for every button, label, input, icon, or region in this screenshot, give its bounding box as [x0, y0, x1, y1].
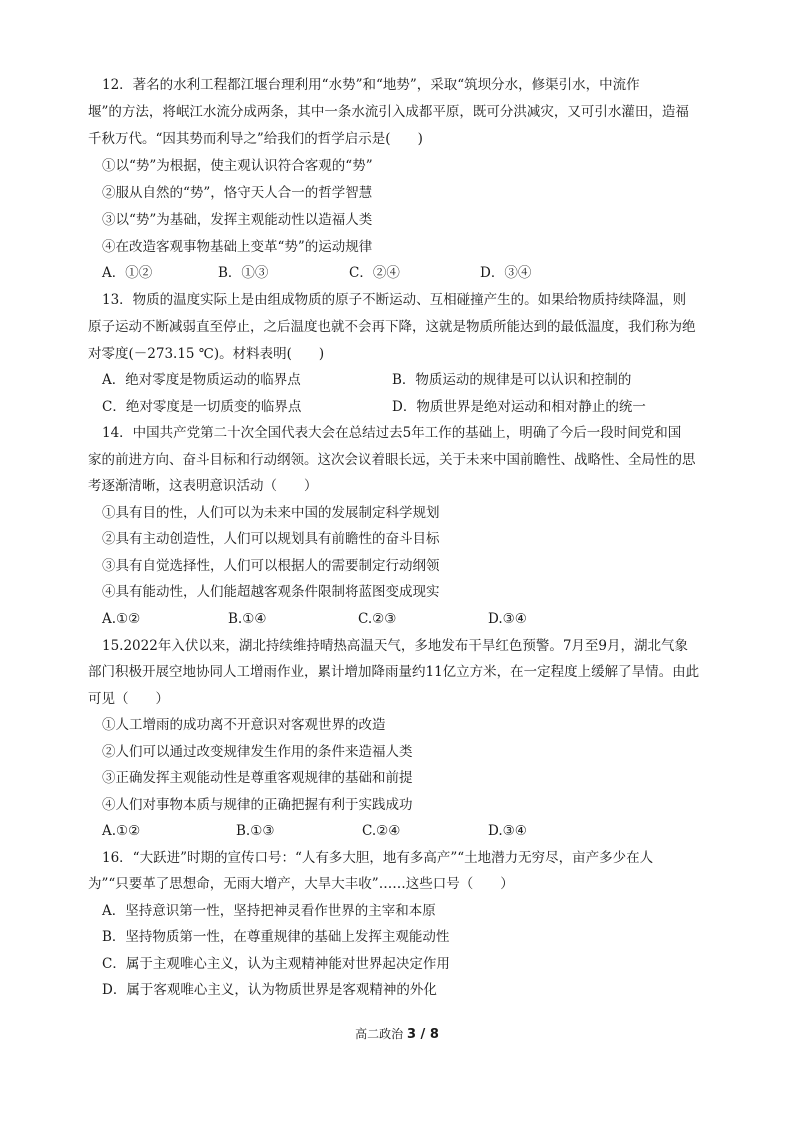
q12-stem-line-1: 12．著名的水利工程都江堰台理利用“水势”和“地势”，采取“筑坝分水，修渠引水，中流作: [102, 77, 640, 93]
q13-stem-line-3: 对零度(－273.15 ℃)。材料表明( ): [88, 346, 325, 362]
q14-statement-1: ①具有目的性，人们可以为未来中国的发展制定科学规划: [102, 505, 440, 521]
q16-option-c: C．属于主观唯心主义，认为主观精神能对世界起决定作用: [102, 956, 450, 972]
q15-statement-4: ④人们对事物本质与规律的正确把握有利于实践成功: [102, 797, 413, 813]
q12-option-a: A．①②: [102, 265, 153, 281]
q14-stem-line-2: 家的前进方向、奋斗目标和行动纲领。这次会议着眼长远，关于未来中国前瞻性、战略性、全局性的思: [88, 452, 696, 468]
q13-option-b: B．物质运动的规律是可以认识和控制的: [392, 372, 632, 388]
q15-option-b: B.①③: [236, 823, 275, 839]
q15-stem-line-3: 可见（ ）: [88, 691, 169, 707]
q12-option-d: D．③④: [480, 265, 532, 281]
q15-statement-1: ①人工增雨的成功离不开意识对客观世界的改造: [102, 717, 386, 733]
q14-statement-3: ③具有自觉选择性，人们可以根据人的需要制定行动纲领: [102, 558, 440, 574]
q15-stem-line-2: 部门积极开展空地协同人工增雨作业，累计增加降雨量约11亿立方米，在一定程度上缓解了旱情。由此: [88, 664, 700, 680]
q13-stem-line-1: 13．物质的温度实际上是由组成物质的原子不断运动、互相碰撞产生的。如果给物质持续降温，则: [102, 292, 687, 308]
q14-option-a: A.①②: [102, 611, 141, 627]
q13-option-c: C．绝对零度是一切质变的临界点: [102, 399, 302, 415]
page-number: 3 / 8: [406, 1027, 439, 1042]
q15-option-a: A.①②: [102, 823, 141, 839]
q16-option-a: A．坚持意识第一性，坚持把神灵看作世界的主宰和本原: [102, 903, 436, 919]
q12-statement-1: ①以“势”为根据，使主观认识符合客观的“势”: [102, 158, 373, 174]
q16-option-b: B．坚持物质第一性，在尊重规律的基础上发挥主观能动性: [102, 929, 450, 945]
q13-option-d: D．物质世界是绝对运动和相对静止的统一: [392, 399, 646, 415]
q12-stem-line-2: 堰”的方法，将岷江水流分成两条，其中一条水流引入成都平原，既可分洪减灾，又可引水灌田，造福: [88, 104, 689, 120]
q13-stem-line-2: 原子运动不断减弱直至停止，之后温度也就不会再下降，这就是物质所能达到的最低温度，我们称为绝: [88, 319, 696, 335]
q15-statement-3: ③正确发挥主观能动性是尊重客观规律的基础和前提: [102, 770, 413, 786]
q16-stem-line-2: 为”“只要革了思想命，无雨大增产，大旱大丰收”……这些口号（ ）: [88, 876, 514, 892]
q14-statement-4: ④具有能动性，人们能超越客观条件限制将蓝图变成现实: [102, 584, 440, 600]
q15-stem-line-1: 15.2022年入伏以来，湖北持续维持晴热高温天气，多地发布干旱红色预警。7月至9月，湖北气象: [102, 638, 689, 654]
q12-statement-3: ③以“势”为基础，发挥主观能动性以造福人类: [102, 212, 373, 228]
q15-option-d: D.③④: [488, 823, 527, 839]
q12-option-c: C．②④: [349, 265, 400, 281]
q14-statement-2: ②具有主动创造性，人们可以规划具有前瞻性的奋斗目标: [102, 531, 440, 547]
footer-subject: 高二政治: [355, 1027, 404, 1041]
q15-statement-2: ②人们可以通过改变规律发生作用的条件来造福人类: [102, 744, 413, 760]
q16-option-d: D．属于客观唯心主义，认为物质世界是客观精神的外化: [102, 982, 437, 998]
q14-stem-line-1: 14．中国共产党第二十次全国代表大会在总结过去5年工作的基础上，明确了今后一段时间党和国: [102, 425, 682, 441]
q14-option-c: C.②③: [358, 611, 397, 627]
q12-statement-4: ④在改造客观事物基础上变革“势”的运动规律: [102, 239, 373, 255]
q14-option-b: B.①④: [228, 611, 267, 627]
q16-stem-line-1: 16．“大跃进”时期的宣传口号：“人有多大胆，地有多高产”“土地潜力无穷尽，亩产多少在人: [102, 850, 654, 866]
q14-stem-line-3: 考逐渐清晰，这表明意识活动（ ）: [88, 478, 318, 494]
q15-option-c: C.②④: [362, 823, 401, 839]
q14-option-d: D.③④: [488, 611, 527, 627]
q13-option-a: A．绝对零度是物质运动的临界点: [102, 372, 301, 388]
page-footer: [0, 1024, 794, 1045]
q12-stem-line-3: 千秋万代。“因其势而利导之”给我们的哲学启示是( ): [88, 131, 423, 147]
q12-statement-2: ②服从自然的“势”，恪守天人合一的哲学智慧: [102, 185, 373, 201]
q12-option-b: B．①③: [218, 265, 269, 281]
